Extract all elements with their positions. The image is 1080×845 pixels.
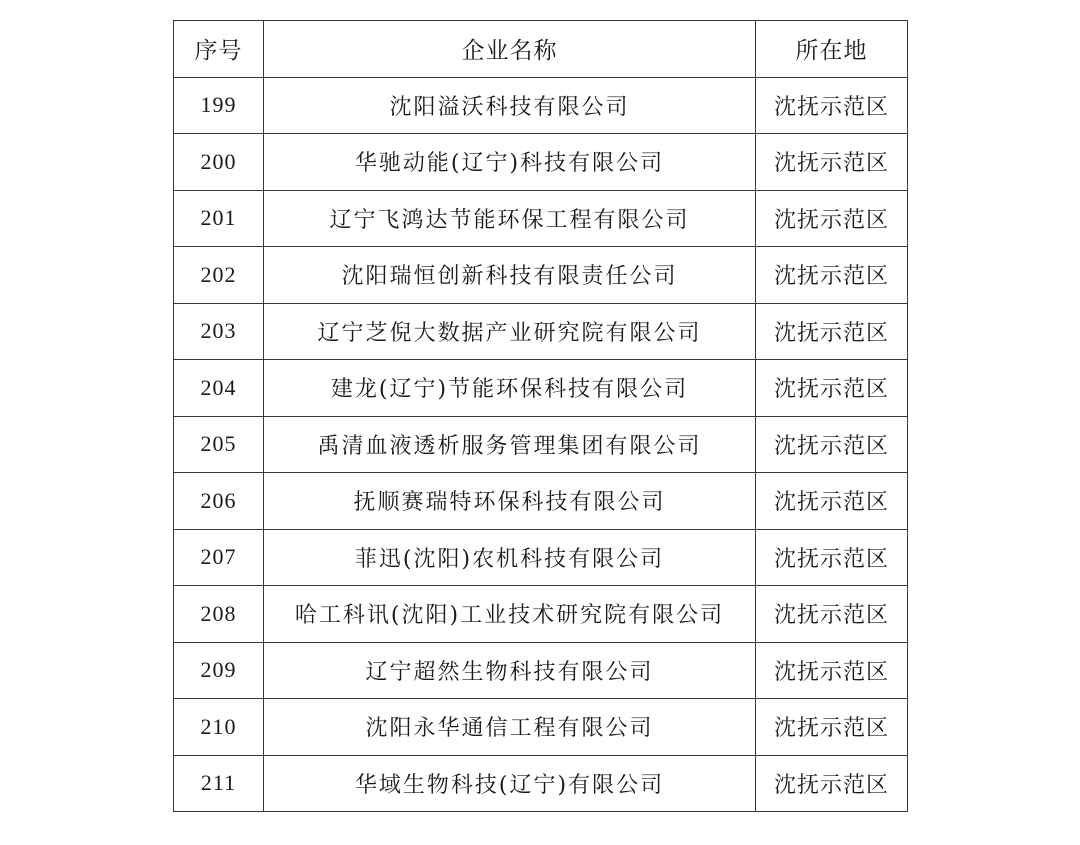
company-name-cell: 辽宁超然生物科技有限公司: [264, 642, 756, 699]
row-number-cell: 199: [174, 77, 264, 134]
table-row: [174, 699, 908, 756]
table-row: [174, 586, 908, 643]
table-row: [174, 360, 908, 417]
location-cell: 沈抚示范区: [756, 360, 908, 417]
table-row: [174, 473, 908, 530]
company-name-cell: 菲迅(沈阳)农机科技有限公司: [264, 529, 756, 586]
header-company: 企业名称: [264, 21, 756, 78]
table-row: [174, 529, 908, 586]
company-name-cell: 抚顺赛瑞特环保科技有限公司: [264, 473, 756, 530]
company-name-cell: 沈阳瑞恒创新科技有限责任公司: [264, 247, 756, 304]
company-name-cell: 华驰动能(辽宁)科技有限公司: [264, 134, 756, 191]
location-cell: 沈抚示范区: [756, 529, 908, 586]
header-number: 序号: [174, 21, 264, 78]
location-cell: 沈抚示范区: [756, 190, 908, 247]
table-row: [174, 755, 908, 812]
row-number-cell: 202: [174, 247, 264, 304]
location-cell: 沈抚示范区: [756, 699, 908, 756]
row-number-cell: 206: [174, 473, 264, 530]
row-number-cell: 200: [174, 134, 264, 191]
row-number-cell: 204: [174, 360, 264, 417]
row-number-cell: 209: [174, 642, 264, 699]
location-cell: 沈抚示范区: [756, 247, 908, 304]
row-number-cell: 207: [174, 529, 264, 586]
location-cell: 沈抚示范区: [756, 416, 908, 473]
row-number-cell: 201: [174, 190, 264, 247]
company-name-cell: 沈阳永华通信工程有限公司: [264, 699, 756, 756]
location-cell: 沈抚示范区: [756, 642, 908, 699]
row-number-cell: 211: [174, 755, 264, 812]
table-row: [174, 247, 908, 304]
company-name-cell: 华域生物科技(辽宁)有限公司: [264, 755, 756, 812]
table-row: [174, 416, 908, 473]
company-name-cell: 沈阳溢沃科技有限公司: [264, 77, 756, 134]
location-cell: 沈抚示范区: [756, 586, 908, 643]
table-body: [174, 77, 908, 812]
company-name-cell: 辽宁芝倪大数据产业研究院有限公司: [264, 303, 756, 360]
company-list-table: [173, 20, 908, 812]
company-name-cell: 建龙(辽宁)节能环保科技有限公司: [264, 360, 756, 417]
table-row: [174, 134, 908, 191]
header-location: 所在地: [756, 21, 908, 78]
location-cell: 沈抚示范区: [756, 303, 908, 360]
table-row: [174, 77, 908, 134]
location-cell: 沈抚示范区: [756, 77, 908, 134]
row-number-cell: 208: [174, 586, 264, 643]
table-row: [174, 642, 908, 699]
location-cell: 沈抚示范区: [756, 134, 908, 191]
row-number-cell: 203: [174, 303, 264, 360]
table-row: [174, 190, 908, 247]
company-name-cell: 哈工科讯(沈阳)工业技术研究院有限公司: [264, 586, 756, 643]
company-name-cell: 辽宁飞鸿达节能环保工程有限公司: [264, 190, 756, 247]
table-header: [174, 21, 908, 78]
company-name-cell: 禹清血液透析服务管理集团有限公司: [264, 416, 756, 473]
location-cell: 沈抚示范区: [756, 473, 908, 530]
table-row: [174, 303, 908, 360]
row-number-cell: 205: [174, 416, 264, 473]
header-row: [174, 21, 908, 78]
row-number-cell: 210: [174, 699, 264, 756]
location-cell: 沈抚示范区: [756, 755, 908, 812]
